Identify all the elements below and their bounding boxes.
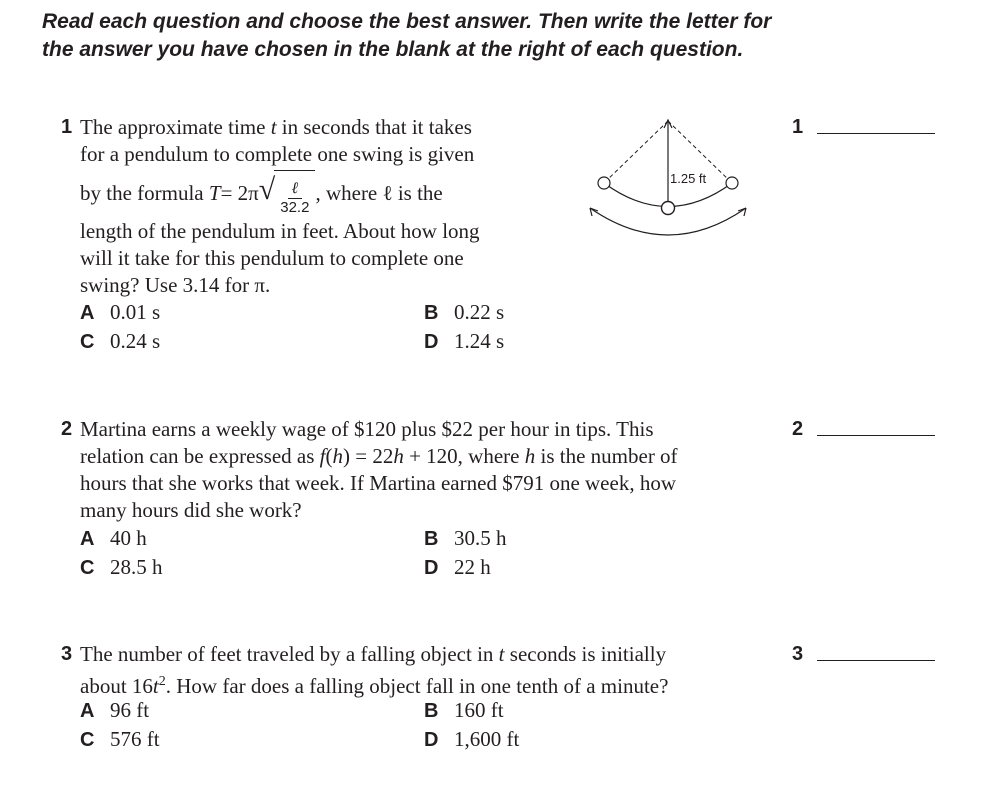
question-2-text	[80, 416, 678, 524]
q3-line-2-a: about 16	[80, 674, 153, 698]
choice-value: 22 h	[454, 555, 491, 579]
choice-value: 96 ft	[110, 698, 150, 722]
choice-letter: A	[80, 528, 95, 550]
q1-choice-a[interactable]	[80, 300, 160, 325]
choice-letter: B	[424, 302, 439, 324]
q3-var-t: t	[152, 674, 159, 698]
question-1-number: 1	[61, 116, 73, 138]
q1-line-2: for a pendulum to complete one swing is given	[80, 142, 475, 166]
q2-line-1: Martina earns a weekly wage of $120 plus $22 per hour in tips. This	[80, 417, 654, 441]
q1-line-4: length of the pendulum in feet. About how long	[80, 219, 480, 243]
choice-letter: C	[80, 331, 95, 353]
q1-formula-T: T	[208, 180, 221, 205]
choice-value: 0.24 s	[110, 329, 161, 353]
choice-value: 160 ft	[454, 698, 504, 722]
q1-formula-numerator: ℓ	[288, 180, 303, 199]
q2-line-2-a: relation can be expressed as	[80, 444, 320, 468]
choice-letter: A	[80, 302, 95, 324]
q1-var-t: t	[270, 115, 277, 139]
q1-formula-fraction	[276, 180, 313, 217]
q2-eq: ) = 22	[343, 444, 394, 468]
q2-var-h: h	[393, 444, 404, 468]
question-2-number: 2	[61, 418, 73, 440]
choice-value: 40 h	[110, 526, 147, 550]
answer-1-blank[interactable]	[817, 133, 935, 134]
q2-choice-d[interactable]	[424, 555, 491, 580]
q1-line-3-b: , where ℓ is the	[315, 180, 443, 205]
question-3-text	[80, 641, 668, 700]
q3-line-1-a: The number of feet traveled by a falling object in	[80, 642, 499, 666]
answer-2-blank[interactable]	[817, 435, 935, 436]
q2-line-2-d: + 120, where	[403, 444, 525, 468]
q2-var-f: f	[319, 444, 326, 468]
pendulum-left-string	[604, 121, 668, 183]
pendulum-diagram	[580, 112, 755, 242]
q3-line-1-b: seconds is initially	[504, 642, 667, 666]
q1-line-1	[80, 114, 480, 141]
q1-choice-c[interactable]	[80, 329, 160, 354]
pendulum-bob-left	[598, 177, 610, 189]
q1-line-1-a: The approximate time	[80, 115, 271, 139]
choice-value: 30.5 h	[454, 526, 507, 550]
q2-choice-c[interactable]	[80, 555, 163, 580]
q3-choice-b[interactable]	[424, 698, 504, 723]
q3-line-2	[80, 668, 668, 700]
q3-var-t: t	[498, 642, 505, 666]
q2-paren: (	[325, 444, 333, 468]
pendulum-bob-right	[726, 177, 738, 189]
q2-line-2	[80, 443, 678, 470]
q3-line-2-b: . How far does a falling object fall in one tenth of a minute?	[165, 674, 669, 698]
q3-exponent: 2	[158, 674, 166, 689]
q2-line-4: many hours did she work?	[80, 498, 302, 522]
choice-letter: D	[424, 331, 439, 353]
pendulum-length-label: 1.25 ft	[670, 171, 707, 186]
choice-letter: B	[424, 528, 439, 550]
q1-formula-line	[80, 168, 480, 218]
q1-line-1-b: in seconds that it takes	[276, 115, 472, 139]
q1-line-3-a: by the formula	[80, 180, 204, 205]
q3-choice-c[interactable]	[80, 727, 160, 752]
q3-line-1	[80, 641, 668, 668]
q3-choice-a[interactable]	[80, 698, 149, 723]
answer-3-label: 3	[792, 643, 804, 665]
q2-line-2-e: is the number of	[535, 444, 678, 468]
choice-value: 0.22 s	[454, 300, 505, 324]
choice-value: 576 ft	[110, 727, 160, 751]
choice-letter: D	[424, 729, 439, 751]
choice-value: 1.24 s	[454, 329, 505, 353]
choice-letter: A	[80, 700, 95, 722]
q2-choice-b[interactable]	[424, 526, 507, 551]
choice-value: 28.5 h	[110, 555, 163, 579]
q1-line-6: swing? Use 3.14 for π.	[80, 273, 271, 297]
choice-letter: C	[80, 557, 95, 579]
q2-var-h: h	[524, 444, 536, 468]
question-1-text	[80, 114, 480, 299]
answer-1-label: 1	[792, 116, 804, 138]
choice-letter: B	[424, 700, 439, 722]
answer-2-label: 2	[792, 418, 804, 440]
question-3-number: 3	[61, 643, 73, 665]
choice-letter: D	[424, 557, 439, 579]
q1-line-5: will it take for this pendulum to complete one	[80, 246, 464, 270]
q1-choice-d[interactable]	[424, 329, 504, 354]
choice-value: 0.01 s	[110, 300, 161, 324]
q2-choice-a[interactable]	[80, 526, 147, 551]
q2-line-3: hours that she works that week. If Martina earned $791 one week, how	[80, 471, 676, 495]
radical-sign-icon: √	[258, 172, 276, 206]
q3-choice-d[interactable]	[424, 727, 519, 752]
pendulum-bob-center	[662, 202, 675, 215]
choice-letter: C	[80, 729, 95, 751]
q1-formula-denominator: 32.2	[280, 198, 310, 216]
instructions: Read each question and choose the best answer. Then write the letter for the answer you have chosen in the blank at the right of each question.	[42, 10, 772, 61]
q1-formula-sqrt	[259, 170, 316, 217]
answer-3-blank[interactable]	[817, 660, 935, 661]
q1-choice-b[interactable]	[424, 300, 504, 325]
choice-value: 1,600 ft	[454, 727, 520, 751]
q2-var-h: h	[332, 444, 343, 468]
q1-formula-2pi: = 2π	[220, 180, 259, 205]
